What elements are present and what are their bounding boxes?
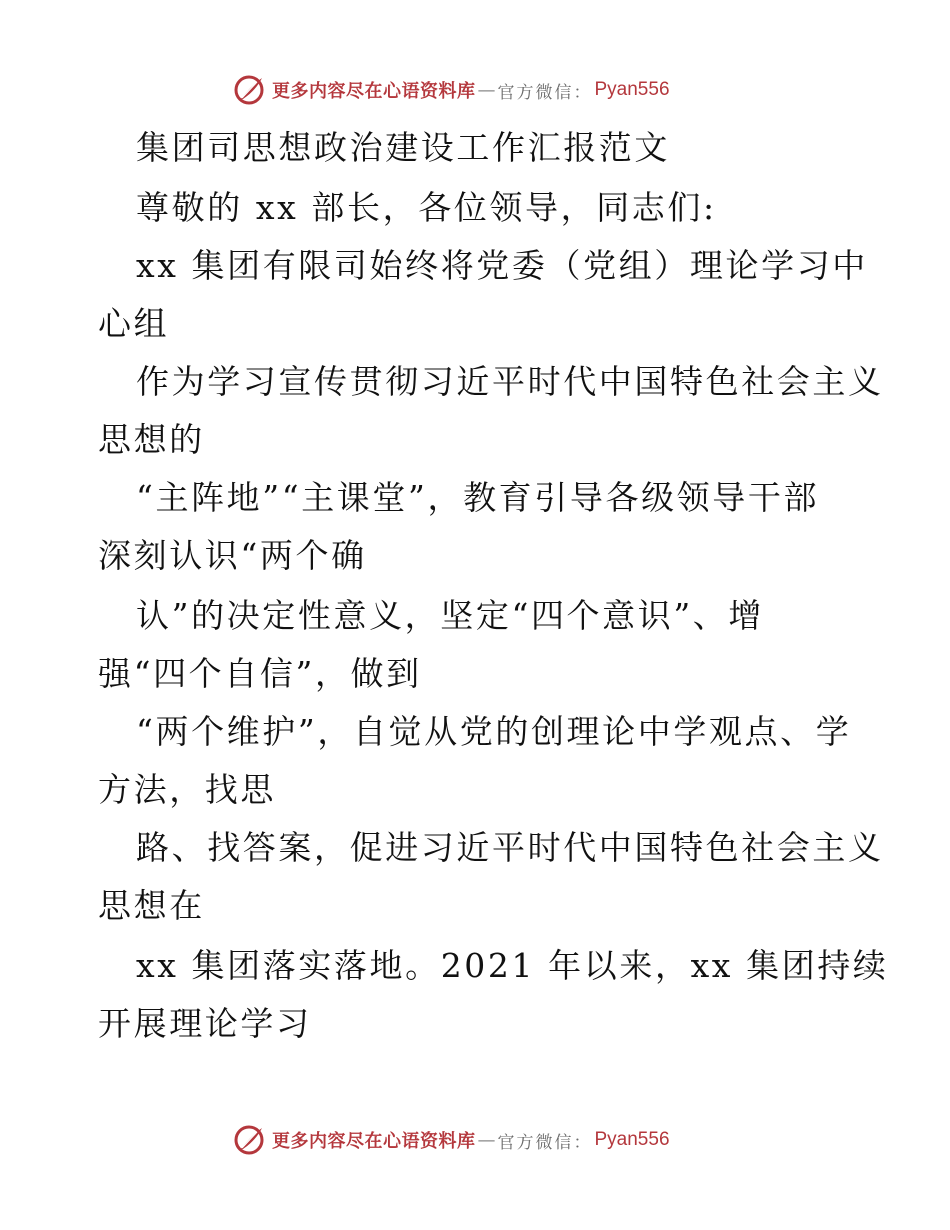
feather-circle-logo-icon: [232, 73, 266, 107]
feather-circle-logo-icon: [232, 1123, 266, 1157]
watermark-site-text: 更多内容尽在心语资料库: [272, 81, 476, 102]
body-line: 深刻认识“两个确: [98, 536, 367, 575]
body-line: 心组: [98, 304, 170, 343]
watermark-wechat-id: Pyan556: [594, 1129, 670, 1150]
watermark-official-label: 官方微信：: [497, 82, 593, 103]
watermark-separator: —: [477, 1129, 496, 1151]
body-line: 路、找答案，促进习近平时代中国特色社会主义: [136, 828, 884, 867]
body-line: “主阵地”“主课堂”，教育引导各级领导干部: [136, 478, 820, 517]
body-line: xx 集团有限司始终将党委（党组）理论学习中: [136, 246, 868, 285]
body-line: 认”的决定性意义，坚定“四个意识”、增: [136, 596, 765, 635]
body-line: 强“四个自信”，做到: [98, 654, 422, 693]
body-line: 作为学习宣传贯彻习近平时代中国特色社会主义: [136, 362, 884, 401]
watermark-official-label: 官方微信：: [497, 1132, 593, 1153]
body-line: 方法，找思: [98, 770, 276, 809]
body-line: 思想在: [98, 886, 205, 925]
watermark-separator: —: [477, 79, 496, 101]
watermark-footer: [232, 1122, 752, 1158]
body-line: “两个维护”，自觉从党的创理论中学观点、学: [136, 712, 852, 751]
watermark-site-text: 更多内容尽在心语资料库: [272, 1131, 476, 1152]
body-line: 思想的: [98, 420, 205, 459]
document-title: 集团司思想政治建设工作汇报范文: [136, 128, 670, 167]
body-line: xx 集团落实落地。2021 年以来，xx 集团持续: [136, 946, 889, 985]
watermark-wechat-id: Pyan556: [594, 79, 670, 100]
body-line: 开展理论学习: [98, 1004, 312, 1043]
watermark-header: [232, 72, 752, 108]
salutation: 尊敬的 xx 部长，各位领导，同志们:: [136, 188, 717, 227]
